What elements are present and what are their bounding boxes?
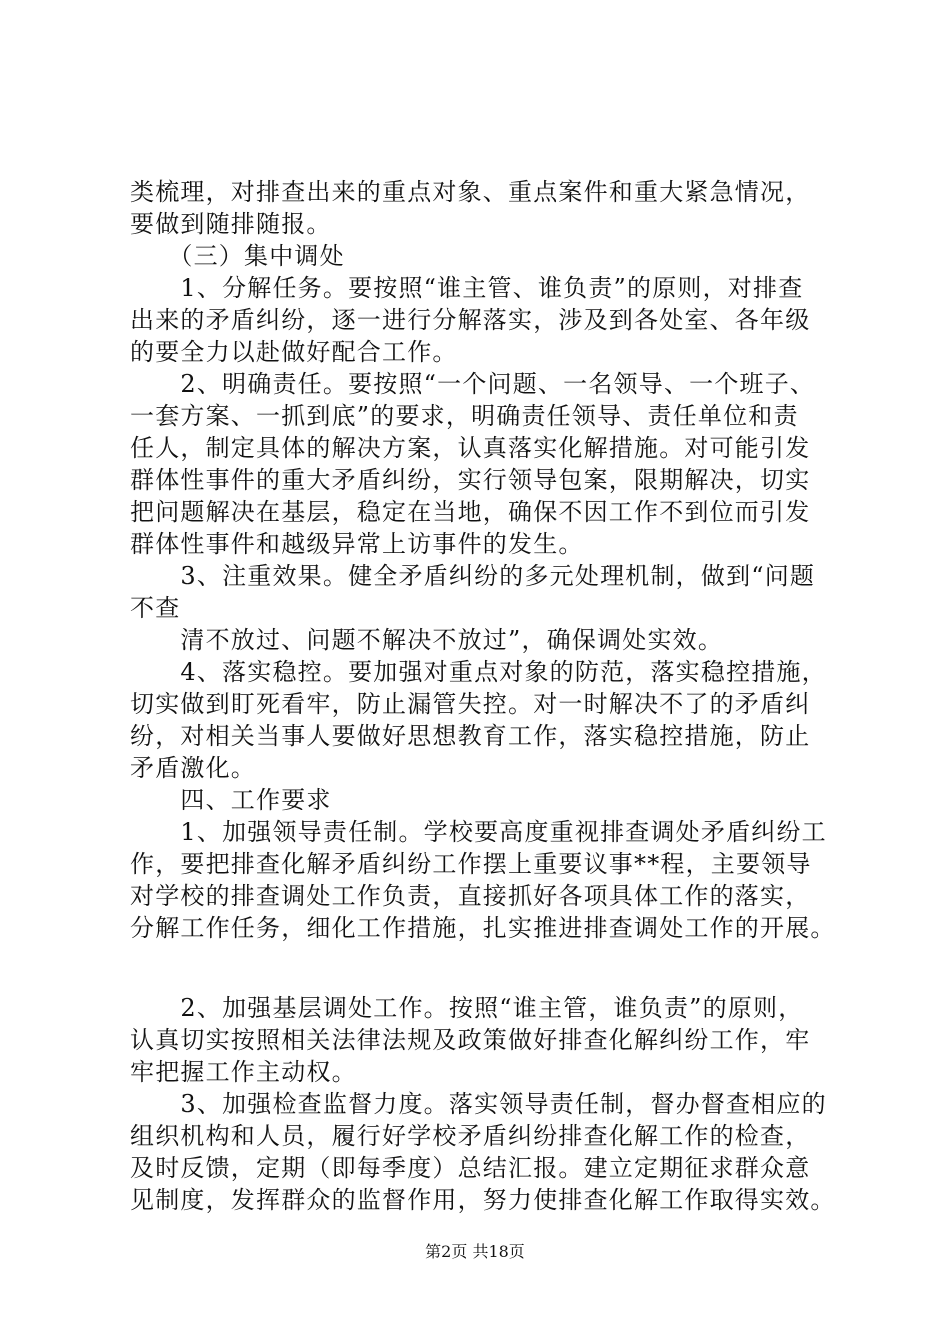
text-line: 1、分解任务。要按照“谁主管、谁负责”的原则，对排查	[130, 274, 804, 302]
text-line: 认真切实按照相关法律法规及政策做好排查化解纠纷工作，牢	[130, 1026, 811, 1054]
text-line: 对学校的排查调处工作负责，直接抓好各项具体工作的落实，	[130, 882, 811, 910]
text-line: 及时反馈，定期（即每季度）总结汇报。建立定期征求群众意	[130, 1154, 811, 1182]
text-line: 类梳理，对排查出来的重点对象、重点案件和重大紧急情况，	[130, 178, 811, 206]
text-line: 2、明确责任。要按照“一个问题、一名领导、一个班子、	[130, 370, 816, 398]
text-line: 2、加强基层调处工作。按照“谁主管，谁负责”的原则，	[130, 994, 804, 1022]
text-line: 要做到随排随报。	[130, 210, 332, 238]
text-line: 的要全力以赴做好配合工作。	[130, 338, 458, 366]
section-heading: （三）集中调处	[130, 242, 345, 270]
text-line: 不查	[130, 594, 181, 622]
text-line: 清不放过、问题不解决不放过”，确保调处实效。	[130, 626, 724, 654]
text-line: 群体性事件的重大矛盾纠纷，实行领导包案，限期解决，切实	[130, 466, 811, 494]
text-line: 4、落实稳控。要加强对重点对象的防范，落实稳控措施，	[130, 658, 827, 686]
text-line: 群体性事件和越级异常上访事件的发生。	[130, 530, 584, 558]
text-line: 矛盾激化。	[130, 754, 256, 782]
text-line: 一套方案、一抓到底”的要求，明确责任领导、责任单位和责	[130, 402, 799, 430]
text-line: 出来的矛盾纠纷，逐一进行分解落实，涉及到各处室、各年级	[130, 306, 811, 334]
text-line: 任人，制定具体的解决方案，认真落实化解措施。对可能引发	[130, 434, 811, 462]
text-line: 切实做到盯死看牢，防止漏管失控。对一时解决不了的矛盾纠	[130, 690, 811, 718]
text-line: 把问题解决在基层，稳定在当地，确保不因工作不到位而引发	[130, 498, 811, 526]
text-line: 纷，对相关当事人要做好思想教育工作，落实稳控措施，防止	[130, 722, 811, 750]
text-line: 分解工作任务，细化工作措施，扎实推进排查调处工作的开展。	[130, 914, 836, 942]
text-line: 见制度，发挥群众的监督作用，努力使排查化解工作取得实效。	[130, 1186, 836, 1214]
text-line: 1、加强领导责任制。学校要高度重视排查调处矛盾纠纷工	[130, 818, 827, 846]
text-line: 牢把握工作主动权。	[130, 1058, 357, 1086]
text-line: 3、加强检查监督力度。落实领导责任制，督办督查相应的	[130, 1090, 827, 1118]
text-line: 作，要把排查化解矛盾纠纷工作摆上重要议事**程，主要领导	[130, 850, 812, 878]
text-line: 3、注重效果。健全矛盾纠纷的多元处理机制，做到“问题	[130, 562, 816, 590]
page-number-footer: 第2页 共18页	[425, 1242, 525, 1261]
text-line: 组织机构和人员，履行好学校矛盾纠纷排查化解工作的检查，	[130, 1122, 811, 1150]
section-heading: 四、工作要求	[130, 786, 332, 814]
